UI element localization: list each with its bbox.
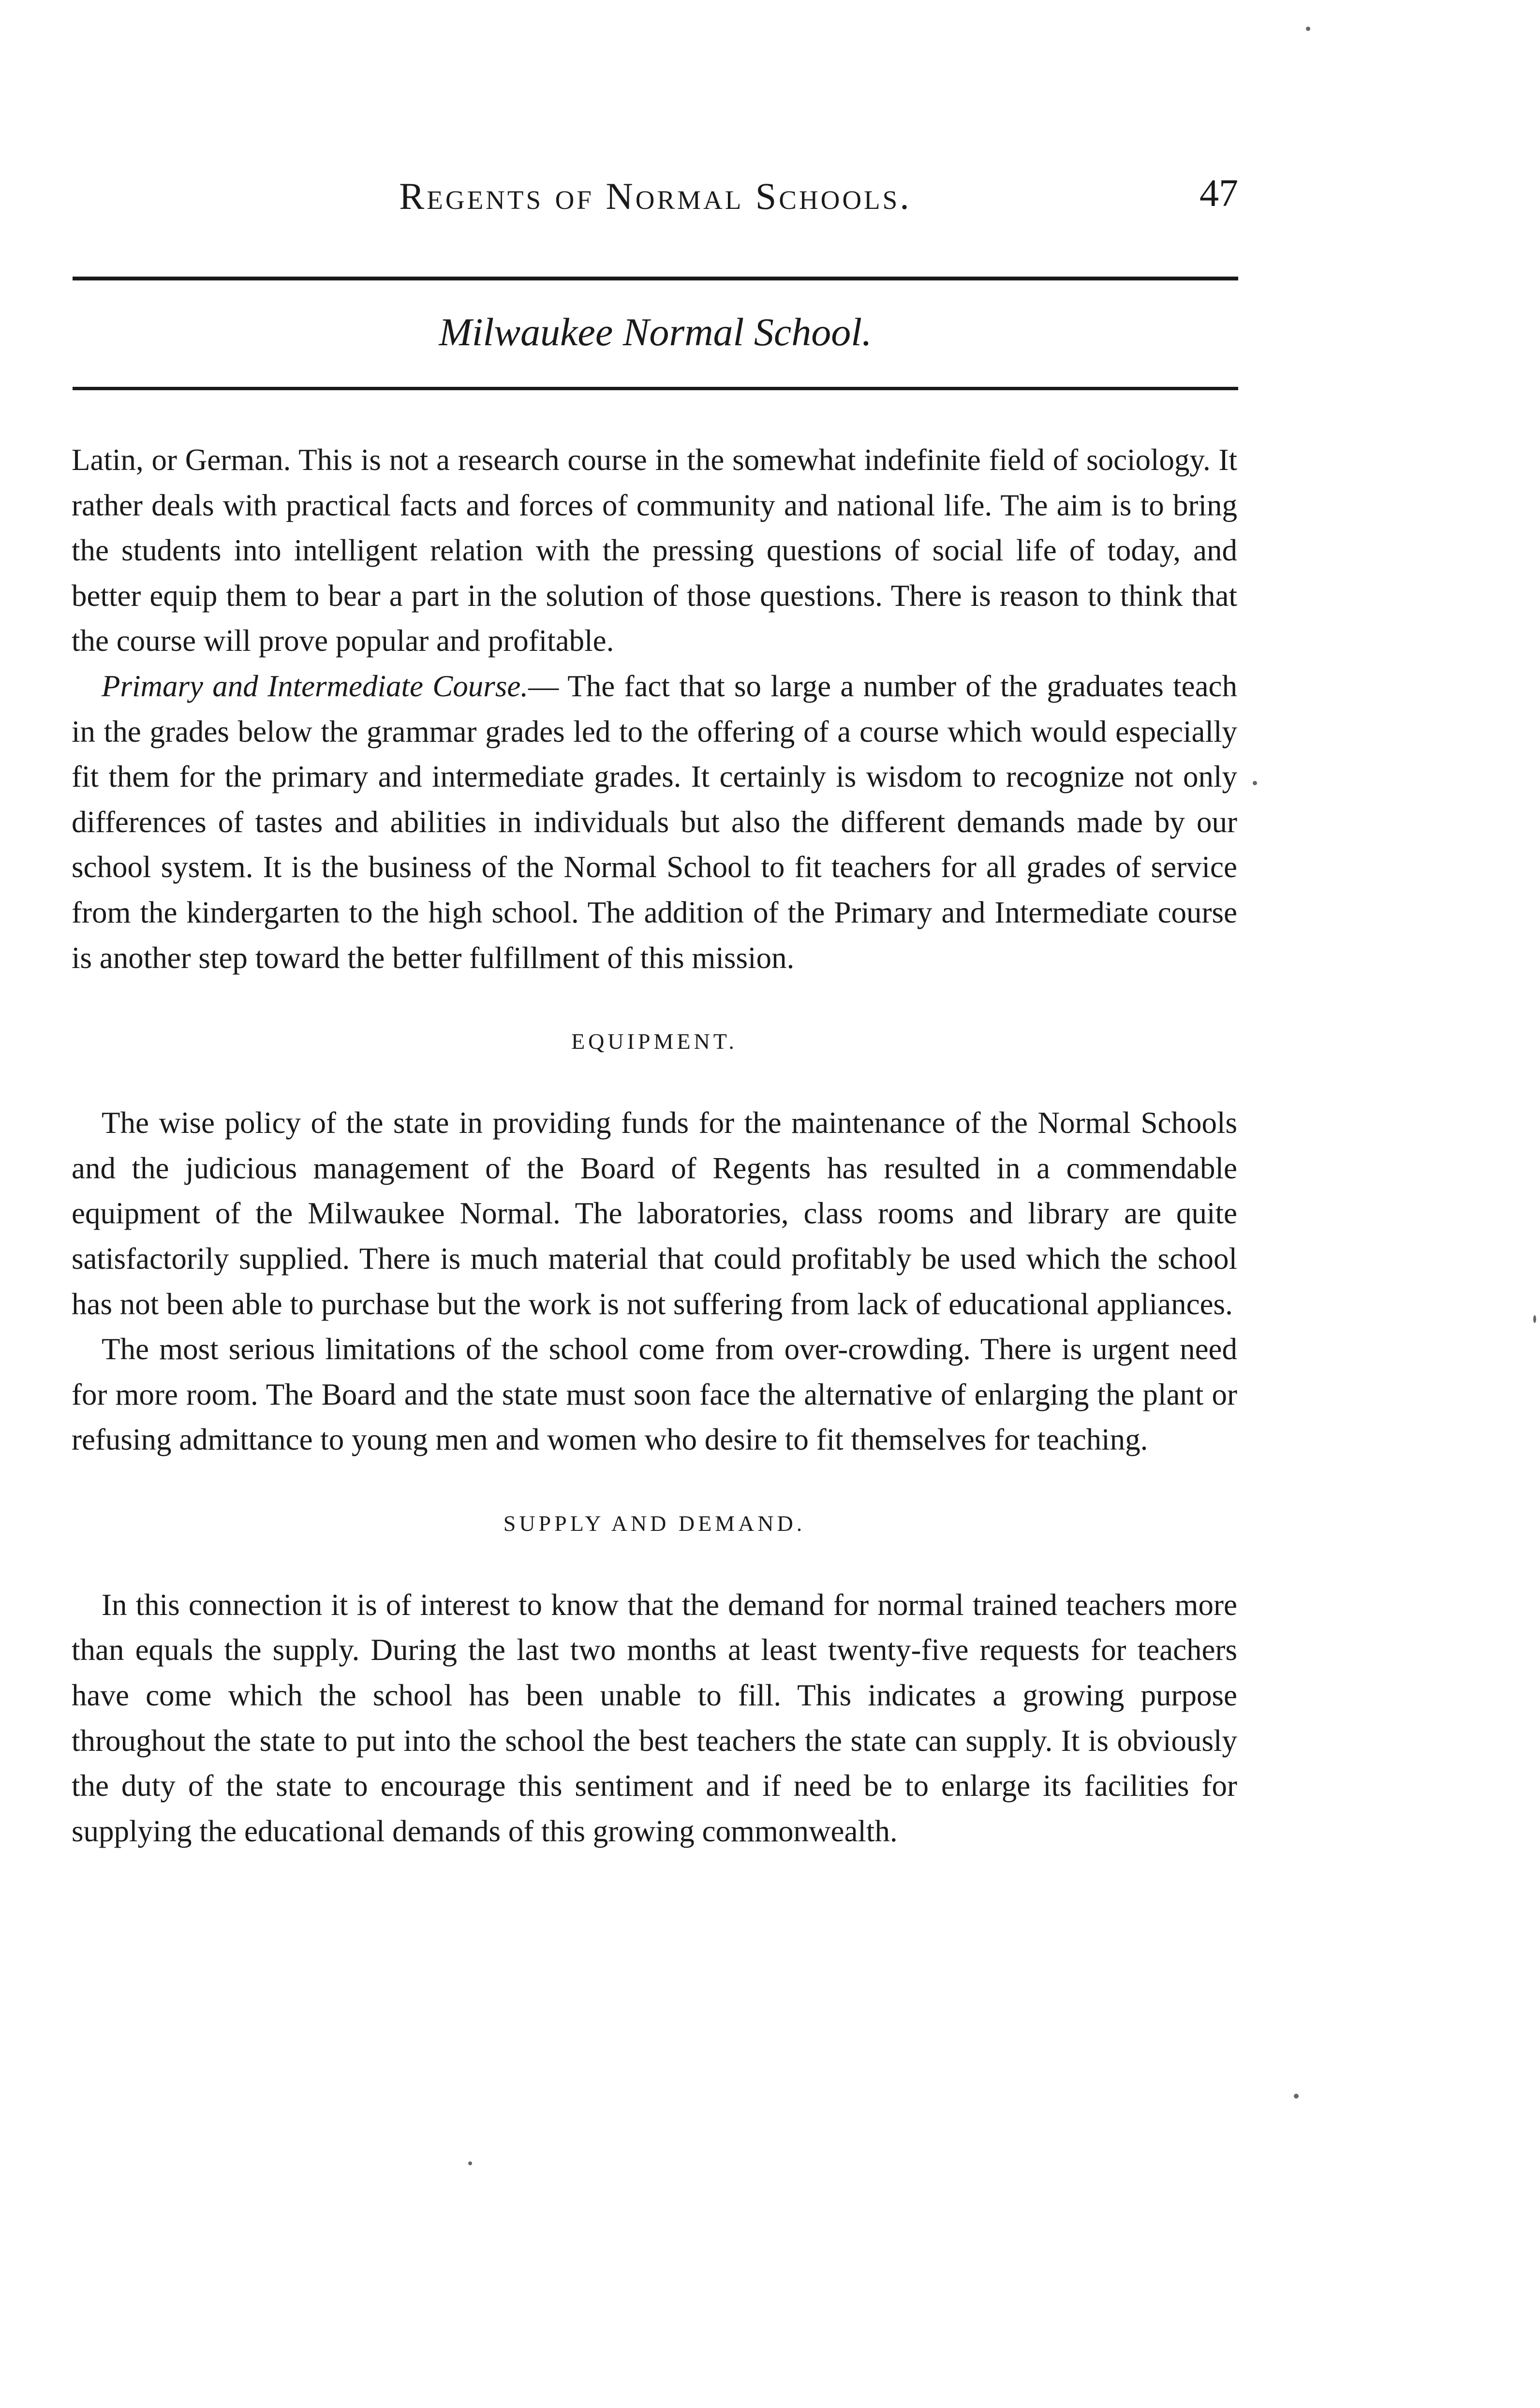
paragraph-5: In this connection it is of interest to know that the demand for normal trained teachers more than equals the supply. During the last two months at least twenty-five requests for teachers have come which the school has been unable to fill. This indicates a growing purpose throughout the state to put into the school the best teachers the state can supply. It is obviously the duty of the state to encourage this sentiment and if need be to enlarge its facilities for supplying the educational demands of this growing commonwealth. bbox=[72, 1587, 1237, 1848]
scan-speck bbox=[1533, 1315, 1536, 1323]
running-title: Regents of Normal Schools. bbox=[399, 175, 912, 217]
heading-equipment: EQUIPMENT. bbox=[571, 1029, 738, 1054]
paragraph-2-lead: Primary and Intermediate Course. bbox=[102, 669, 529, 703]
heading-supply-demand: SUPPLY AND DEMAND. bbox=[503, 1511, 806, 1536]
paragraph-2 bbox=[72, 664, 1237, 981]
paragraph-2-rest: — The fact that so large a number of the graduates teach in the grades below the grammar grades led to the offering of a course which would especially fit them for the primary and intermediate grades. It certainly is wisdom to recognize not only differences of tastes and abilities in individuals but also the different demands made by our school system. It is the business of the Normal School to fit teachers for all grades of service from the kindergarten to the high school. The addition of the Primary and Intermediate course is another step toward the better fulfillment of this mission. bbox=[72, 669, 1238, 975]
section-title: Milwaukee Normal School. bbox=[439, 310, 872, 354]
paragraph-4: The most serious limitations of the school come from over-crowding. There is urgent need for more room. The Board and the state must soon face the alternative of enlarging the plant or refusing admittance to young men and women who desire to fit themselves for teaching. bbox=[72, 1332, 1237, 1457]
bottom-rule bbox=[73, 387, 1238, 390]
scan-speck bbox=[1253, 781, 1257, 785]
top-rule bbox=[73, 277, 1238, 280]
scan-speck bbox=[1306, 27, 1310, 31]
paragraph-3: The wise policy of the state in providing funds for the maintenance of the Normal Schools and the judicious management of the Board of Regents has resulted in a commendable equipment of the Milwaukee Normal. The laboratories, class rooms and library are quite satisfactorily supplied. There is much material that could profitably be used which the school has not been able to purchase but the work is not suffering from lack of educational appliances. bbox=[72, 1106, 1237, 1321]
body-text bbox=[72, 438, 1237, 1854]
page-number: 47 bbox=[1199, 172, 1238, 215]
running-head bbox=[73, 172, 1238, 225]
scan-speck bbox=[1294, 2094, 1299, 2099]
scan-speck bbox=[468, 2161, 472, 2165]
paragraph-1: Latin, or German. This is not a research course in the somewhat indefinite field of sociology. It rather deals with practical facts and forces of community and national life. The aim is to bring the students into intelligent relation with the pressing questions of social life of today, and better equip them to bear a part in the solution of those questions. There is reason to think that the course will prove popular and profitable. bbox=[72, 443, 1237, 658]
